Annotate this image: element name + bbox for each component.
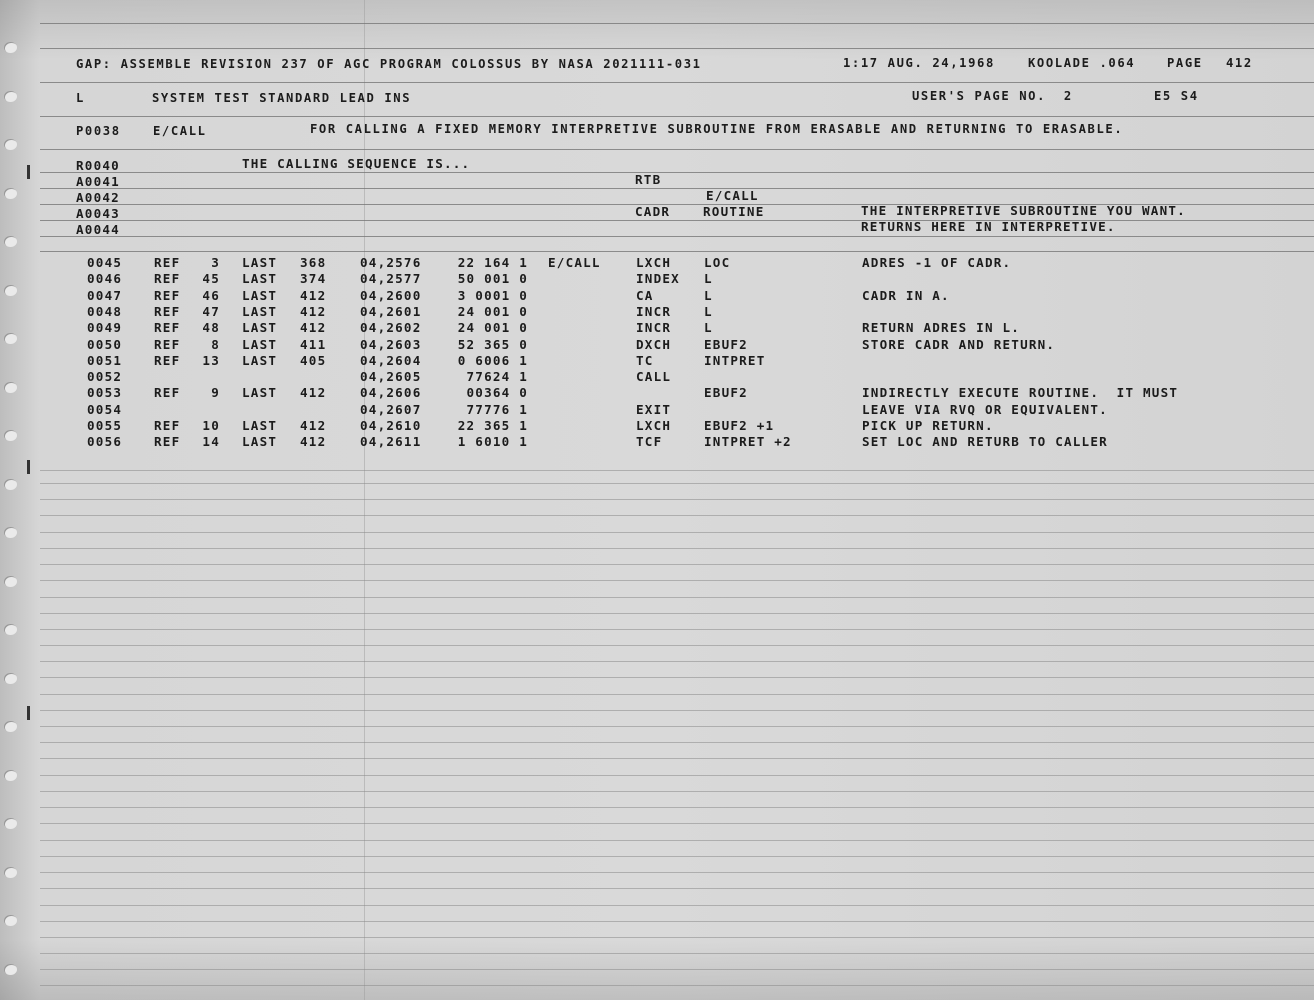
- ruled-line: [40, 172, 1314, 173]
- row-operand: INTPRET +2: [704, 434, 792, 449]
- row-ref-label: REF: [154, 418, 181, 433]
- row-opcode: LXCH: [636, 418, 672, 433]
- ruled-line: [40, 564, 1314, 565]
- row-line-number: 0048: [87, 304, 123, 319]
- ruled-line: [40, 726, 1314, 727]
- row-ref-count: 46: [202, 288, 220, 303]
- page-label: PAGE: [1167, 56, 1203, 70]
- row-memory-address: 04,2576: [360, 255, 422, 270]
- feed-hole: [4, 867, 17, 878]
- feed-hole: [4, 285, 17, 296]
- ruled-line: [40, 985, 1314, 986]
- feed-hole: [4, 673, 17, 684]
- row-octal-code: 77776 1: [466, 402, 528, 417]
- section-title: SYSTEM TEST STANDARD LEAD INS: [152, 91, 412, 105]
- row-ref-count: 14: [202, 434, 220, 449]
- row-last-page: 412: [300, 320, 327, 335]
- ruled-line: [40, 677, 1314, 678]
- feed-hole: [4, 430, 17, 441]
- row-memory-address: 04,2611: [360, 434, 422, 449]
- ruled-line: [40, 629, 1314, 630]
- intro-line-number: P0038: [76, 124, 121, 138]
- row-remark: STORE CADR AND RETURN.: [862, 337, 1056, 352]
- row-opcode: CALL: [636, 369, 672, 384]
- row-line-number: 0049: [87, 320, 123, 335]
- row-line-number: 0053: [87, 385, 123, 400]
- seq-remark: RETURNS HERE IN INTERPRETIVE.: [861, 219, 1116, 234]
- row-line-number: 0046: [87, 271, 123, 286]
- margin-mark: [27, 165, 30, 179]
- ruled-line: [40, 149, 1314, 150]
- feed-hole: [4, 721, 17, 732]
- ruled-line: [40, 710, 1314, 711]
- row-memory-address: 04,2601: [360, 304, 422, 319]
- ruled-line: [40, 82, 1314, 83]
- row-last-label: LAST: [242, 288, 278, 303]
- row-operand: L: [704, 288, 713, 303]
- row-octal-code: 24 001 0: [457, 304, 528, 319]
- ruled-line: [40, 236, 1314, 237]
- row-ref-label: REF: [154, 255, 181, 270]
- row-operand: EBUF2: [704, 337, 748, 352]
- row-opcode: INCR: [636, 320, 672, 335]
- ruled-line: [40, 220, 1314, 221]
- row-octal-code: 77624 1: [466, 369, 528, 384]
- seq-line-number: A0042: [76, 190, 120, 205]
- seq-operand: E/CALL: [706, 188, 759, 203]
- seq-line-number: A0043: [76, 206, 120, 221]
- ruled-line: [40, 483, 1314, 484]
- feed-hole: [4, 915, 17, 926]
- feed-hole: [4, 479, 17, 490]
- row-ref-label: REF: [154, 353, 181, 368]
- row-opcode: CA: [636, 288, 654, 303]
- page-number: 412: [1226, 56, 1253, 70]
- row-ref-count: 13: [202, 353, 220, 368]
- ruled-line: [40, 758, 1314, 759]
- row-memory-address: 04,2610: [360, 418, 422, 433]
- row-last-label: LAST: [242, 271, 278, 286]
- ruled-line: [40, 791, 1314, 792]
- row-opcode: TCF: [636, 434, 663, 449]
- feed-hole: [4, 91, 17, 102]
- row-remark: CADR IN A.: [862, 288, 950, 303]
- ruled-line: [40, 470, 1314, 471]
- ruled-line: [40, 661, 1314, 662]
- row-ref-count: 8: [211, 337, 220, 352]
- row-remark: ADRES -1 OF CADR.: [862, 255, 1012, 270]
- row-last-label: LAST: [242, 434, 278, 449]
- ruled-line: [40, 872, 1314, 873]
- row-ref-label: REF: [154, 337, 181, 352]
- user-page-number: USER'S PAGE NO. 2: [912, 89, 1073, 103]
- row-operand: LOC: [704, 255, 731, 270]
- feed-hole: [4, 333, 17, 344]
- row-memory-address: 04,2603: [360, 337, 422, 352]
- ruled-line: [40, 580, 1314, 581]
- row-octal-code: 3 0001 0: [457, 288, 528, 303]
- row-operand: L: [704, 271, 713, 286]
- row-last-label: LAST: [242, 353, 278, 368]
- row-last-page: 412: [300, 418, 327, 433]
- row-last-page: 405: [300, 353, 327, 368]
- row-line-number: 0052: [87, 369, 123, 384]
- feed-hole: [4, 139, 17, 150]
- seq-opcode: CADR: [635, 204, 671, 219]
- feed-hole: [4, 236, 17, 247]
- row-memory-address: 04,2606: [360, 385, 422, 400]
- feed-hole: [4, 382, 17, 393]
- row-opcode: INCR: [636, 304, 672, 319]
- ruled-line: [40, 742, 1314, 743]
- ruled-line: [40, 597, 1314, 598]
- section-code: E5 S4: [1154, 89, 1199, 103]
- row-last-label: LAST: [242, 304, 278, 319]
- row-ref-label: REF: [154, 288, 181, 303]
- row-last-page: 412: [300, 434, 327, 449]
- row-last-label: LAST: [242, 385, 278, 400]
- row-octal-code: 1 6010 1: [457, 434, 528, 449]
- ruled-line: [40, 969, 1314, 970]
- ruled-line: [40, 532, 1314, 533]
- ruled-line: [40, 840, 1314, 841]
- row-remark: PICK UP RETURN.: [862, 418, 994, 433]
- subheader-marker: L: [76, 91, 85, 105]
- feed-hole: [4, 188, 17, 199]
- row-last-page: 368: [300, 255, 327, 270]
- seq-line-number: A0041: [76, 174, 120, 189]
- row-last-label: LAST: [242, 255, 278, 270]
- ruled-line: [40, 905, 1314, 906]
- feed-hole: [4, 818, 17, 829]
- listing-title: GAP: ASSEMBLE REVISION 237 OF AGC PROGRAM COLOSSUS BY NASA 2021111-031: [76, 57, 702, 71]
- ruled-line: [40, 775, 1314, 776]
- row-line-number: 0056: [87, 434, 123, 449]
- ruled-line: [40, 937, 1314, 938]
- row-remark: SET LOC AND RETURB TO CALLER: [862, 434, 1108, 449]
- ruled-line: [40, 251, 1314, 252]
- row-line-number: 0054: [87, 402, 123, 417]
- seq-opcode: RTB: [635, 172, 662, 187]
- row-ref-count: 9: [211, 385, 220, 400]
- row-opcode: EXIT: [636, 402, 672, 417]
- seq-line-number: R0040: [76, 158, 120, 173]
- row-ref-count: 10: [202, 418, 220, 433]
- row-memory-address: 04,2605: [360, 369, 422, 384]
- row-last-page: 412: [300, 304, 327, 319]
- row-ref-label: REF: [154, 434, 181, 449]
- row-ref-label: REF: [154, 320, 181, 335]
- row-ref-label: REF: [154, 385, 181, 400]
- row-opcode: TC: [636, 353, 654, 368]
- row-last-label: LAST: [242, 418, 278, 433]
- row-opcode: INDEX: [636, 271, 680, 286]
- seq-remark: THE INTERPRETIVE SUBROUTINE YOU WANT.: [861, 203, 1186, 218]
- row-octal-code: 22 365 1: [457, 418, 528, 433]
- row-ref-count: 48: [202, 320, 220, 335]
- feed-hole: [4, 527, 17, 538]
- row-operand: L: [704, 320, 713, 335]
- ruled-line: [40, 548, 1314, 549]
- row-last-page: 411: [300, 337, 327, 352]
- ruled-line: [40, 23, 1314, 24]
- ruled-line: [40, 807, 1314, 808]
- row-remark: RETURN ADRES IN L.: [862, 320, 1021, 335]
- intro-label: E/CALL: [153, 124, 207, 138]
- row-opcode: LXCH: [636, 255, 672, 270]
- row-octal-code: 22 164 1: [457, 255, 528, 270]
- row-line-number: 0055: [87, 418, 123, 433]
- row-line-number: 0047: [87, 288, 123, 303]
- ruled-line: [40, 856, 1314, 857]
- row-last-page: 374: [300, 271, 327, 286]
- ruled-line: [40, 188, 1314, 189]
- row-operand: EBUF2 +1: [704, 418, 775, 433]
- row-line-number: 0051: [87, 353, 123, 368]
- row-memory-address: 04,2604: [360, 353, 422, 368]
- row-operand: EBUF2: [704, 385, 748, 400]
- row-line-number: 0045: [87, 255, 123, 270]
- row-last-label: LAST: [242, 320, 278, 335]
- feed-hole: [4, 964, 17, 975]
- row-memory-address: 04,2602: [360, 320, 422, 335]
- ruled-line: [40, 48, 1314, 49]
- intro-description: FOR CALLING A FIXED MEMORY INTERPRETIVE SUBROUTINE FROM ERASABLE AND RETURNING TO ERASABLE.: [310, 122, 1124, 136]
- ruled-line: [40, 694, 1314, 695]
- ruled-line: [40, 613, 1314, 614]
- ruled-line: [40, 888, 1314, 889]
- row-remark: INDIRECTLY EXECUTE ROUTINE. IT MUST: [862, 385, 1179, 400]
- row-opcode: DXCH: [636, 337, 672, 352]
- margin-mark: [27, 460, 30, 474]
- row-octal-code: 00364 0: [466, 385, 528, 400]
- row-memory-address: 04,2607: [360, 402, 422, 417]
- ruled-line: [40, 116, 1314, 117]
- seq-operand: ROUTINE: [703, 204, 765, 219]
- ruled-line: [40, 953, 1314, 954]
- row-symbol-label: E/CALL: [548, 255, 601, 270]
- row-octal-code: 52 365 0: [457, 337, 528, 352]
- seq-line-number: A0044: [76, 222, 120, 237]
- ruled-line: [40, 515, 1314, 516]
- row-line-number: 0050: [87, 337, 123, 352]
- row-last-page: 412: [300, 288, 327, 303]
- row-last-label: LAST: [242, 337, 278, 352]
- row-last-page: 412: [300, 385, 327, 400]
- seq-comment: THE CALLING SEQUENCE IS...: [242, 156, 471, 171]
- feed-hole: [4, 42, 17, 53]
- ruled-line: [40, 823, 1314, 824]
- page-fold-line: [364, 0, 365, 1000]
- margin-mark: [27, 706, 30, 720]
- row-operand: INTPRET: [704, 353, 766, 368]
- row-ref-label: REF: [154, 271, 181, 286]
- listing-user: KOOLADE .064: [1028, 56, 1136, 70]
- row-memory-address: 04,2577: [360, 271, 422, 286]
- row-memory-address: 04,2600: [360, 288, 422, 303]
- row-octal-code: 50 001 0: [457, 271, 528, 286]
- row-ref-count: 3: [211, 255, 220, 270]
- row-octal-code: 24 001 0: [457, 320, 528, 335]
- ruled-line: [40, 499, 1314, 500]
- feed-hole: [4, 576, 17, 587]
- row-operand: L: [704, 304, 713, 319]
- row-ref-count: 45: [202, 271, 220, 286]
- row-ref-label: REF: [154, 304, 181, 319]
- feed-hole: [4, 624, 17, 635]
- row-octal-code: 0 6006 1: [457, 353, 528, 368]
- row-ref-count: 47: [202, 304, 220, 319]
- ruled-line: [40, 921, 1314, 922]
- row-remark: LEAVE VIA RVQ OR EQUIVALENT.: [862, 402, 1108, 417]
- ruled-line: [40, 645, 1314, 646]
- listing-timestamp: 1:17 AUG. 24,1968: [843, 56, 995, 70]
- feed-hole: [4, 770, 17, 781]
